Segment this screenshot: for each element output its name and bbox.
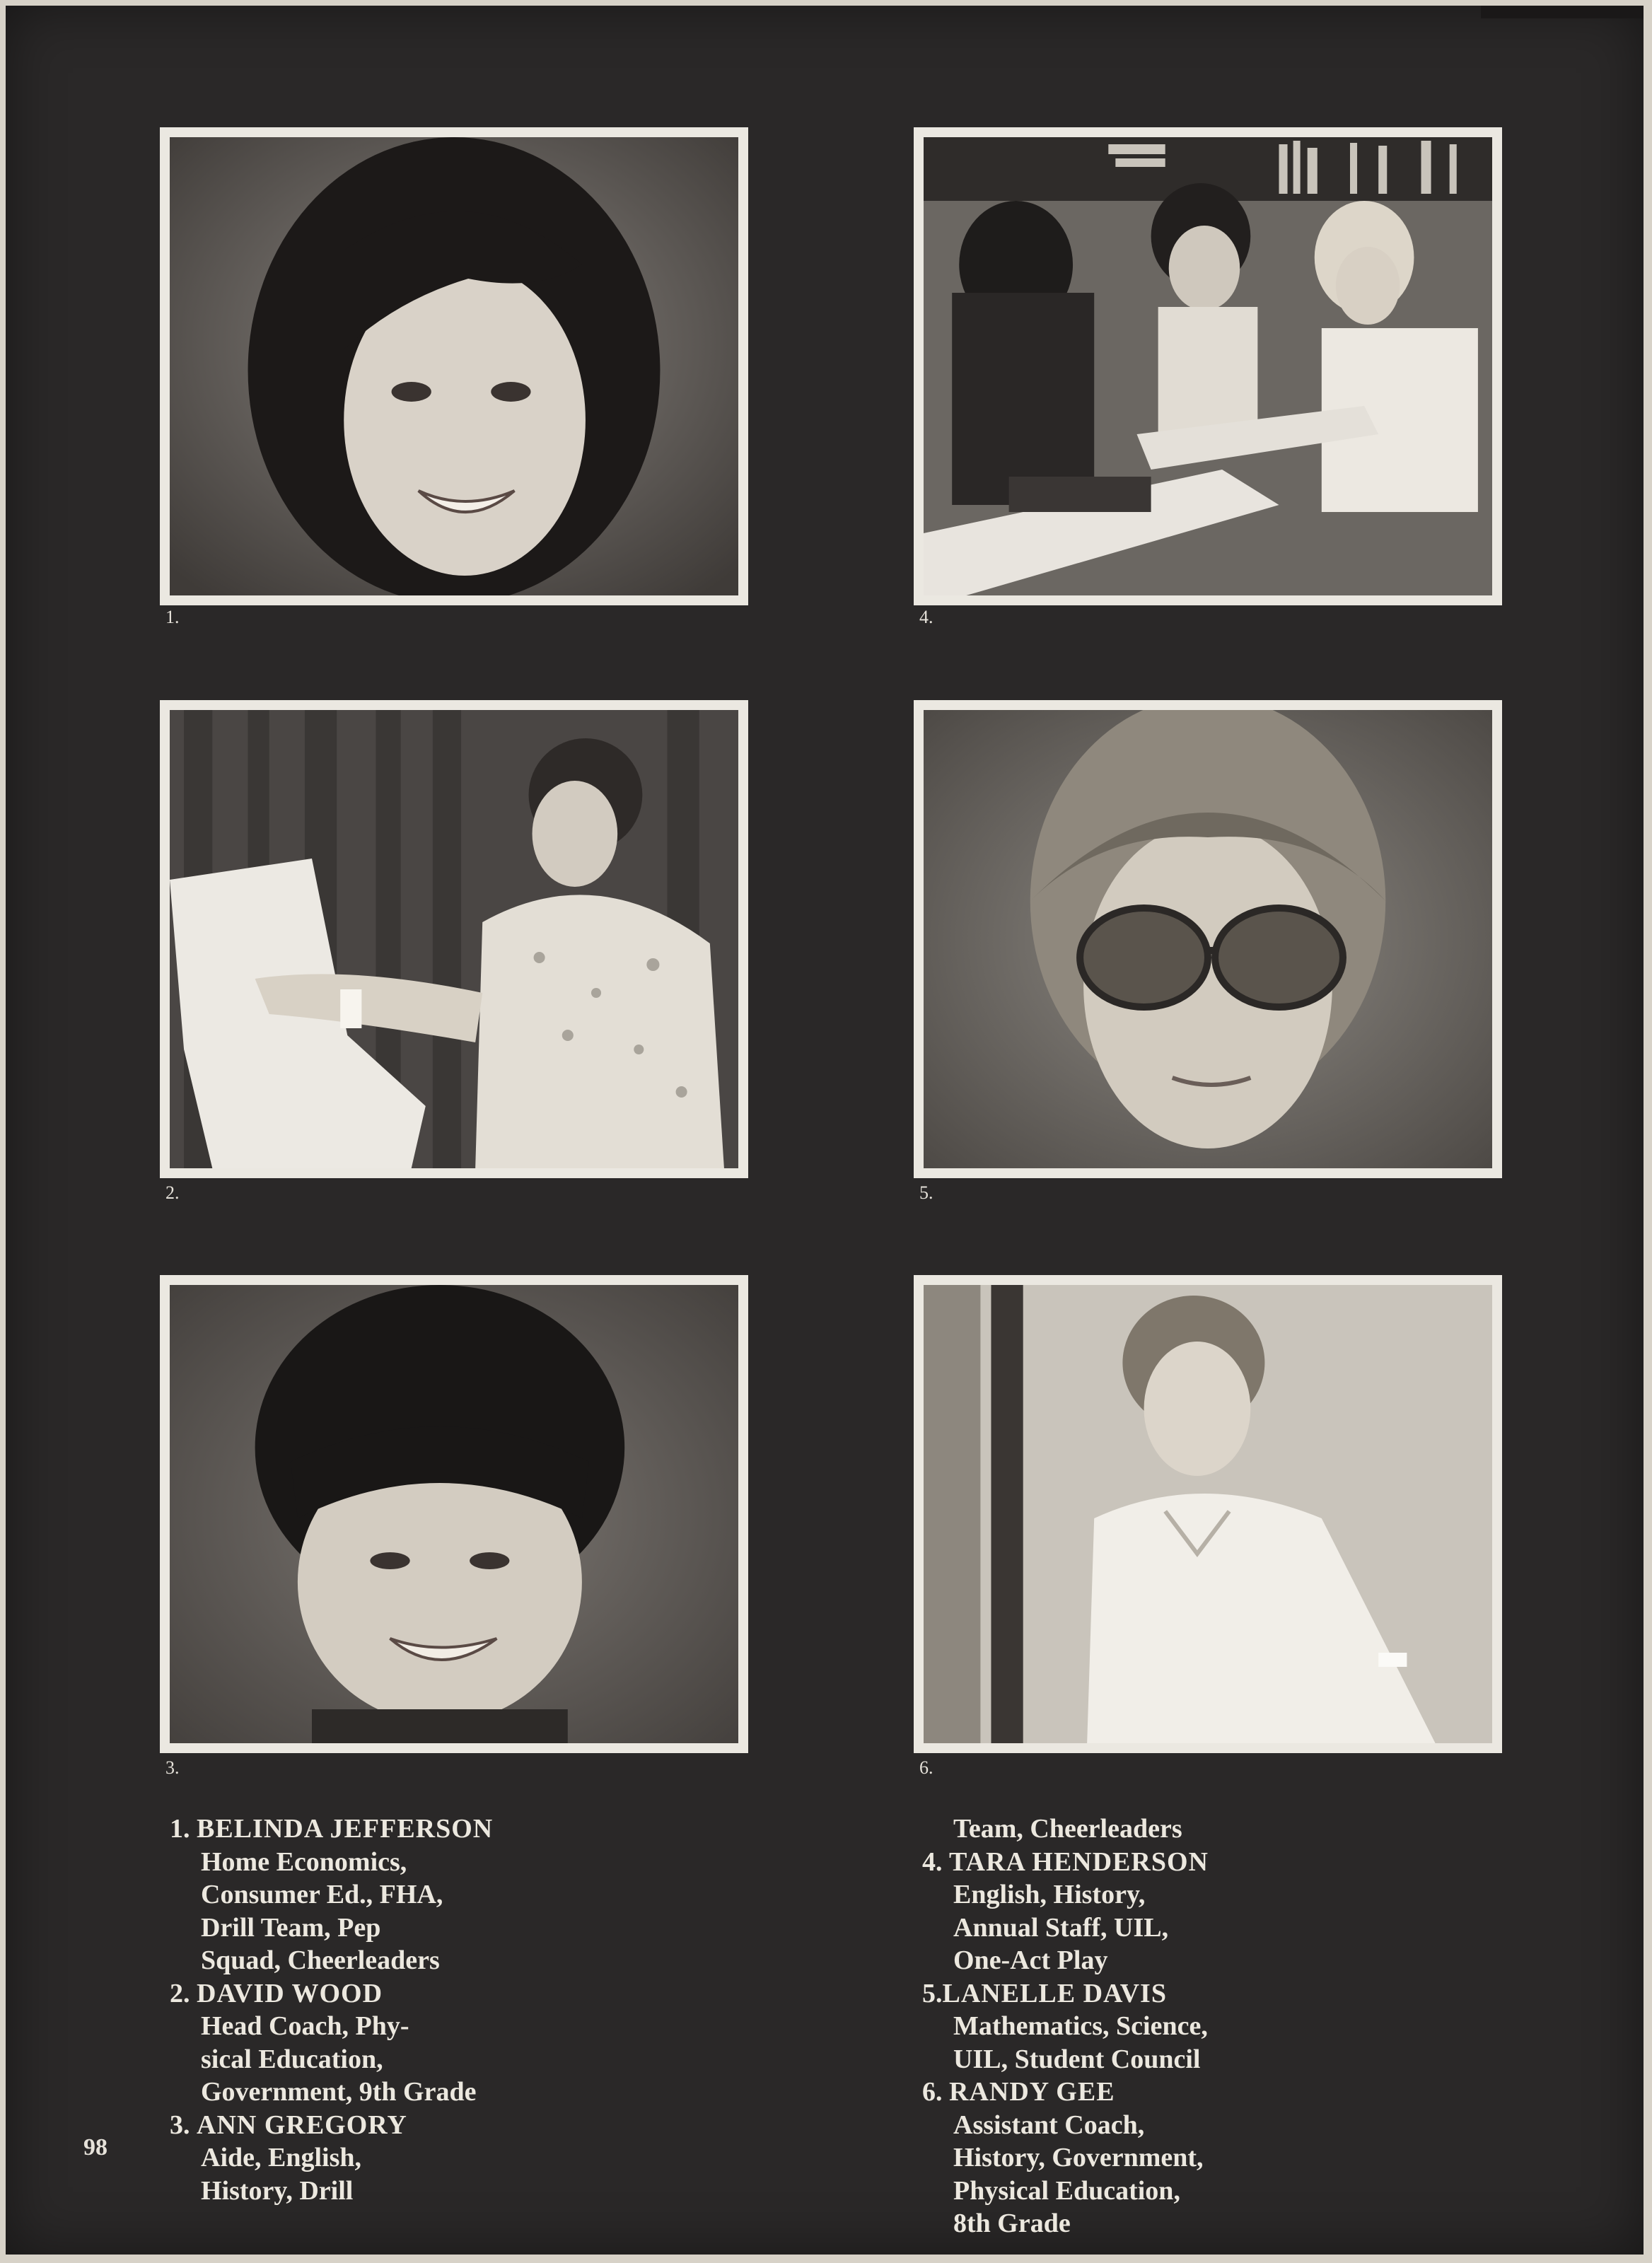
caption-entry-3-header: 3. ANN GREGORY — [170, 2110, 407, 2140]
caption-entry-6-header: 6. RANDY GEE — [922, 2077, 1115, 2107]
classroom-students-image — [924, 137, 1492, 595]
photo-number-1: 1. — [165, 607, 180, 627]
photo-3 — [160, 1275, 748, 1753]
page-edge-strip — [1481, 6, 1644, 18]
name-belinda-jefferson: BELINDA JEFFERSON — [197, 1814, 494, 1844]
caption-line: UIL, Student Council — [953, 2044, 1201, 2074]
caption-line: Annual Staff, UIL, — [953, 1912, 1169, 1943]
caption-entry-2-header: 2. DAVID WOOD — [170, 1978, 383, 2008]
photo-number-5: 5. — [919, 1182, 933, 1203]
name-david-wood: DAVID WOOD — [197, 1978, 383, 2008]
caption-entry-1-header: 1. BELINDA JEFFERSON — [170, 1814, 494, 1844]
caption-line: Physical Education, — [953, 2175, 1180, 2206]
portrait-woman-dark-hair-image — [170, 1285, 738, 1743]
name-randy-gee: RANDY GEE — [949, 2077, 1115, 2107]
caption-line: One-Act Play — [953, 1945, 1108, 1975]
caption-entry-4-header: 4. TARA HENDERSON — [922, 1846, 1209, 1877]
page-number: 98 — [83, 2134, 107, 2160]
caption-line: Consumer Ed., FHA, — [201, 1880, 443, 1909]
caption-line: English, History, — [953, 1880, 1146, 1909]
photo-number-3: 3. — [165, 1757, 180, 1778]
photo-6 — [914, 1275, 1502, 1753]
portrait-with-sunglasses-image — [924, 710, 1492, 1168]
caption-line: History, Drill — [201, 2175, 354, 2206]
name-tara-henderson: TARA HENDERSON — [949, 1846, 1209, 1877]
caption-line: 8th Grade — [953, 2209, 1071, 2238]
caption-continuation: Team, Cheerleaders — [953, 1814, 1182, 1844]
caption-line: Squad, Cheerleaders — [201, 1945, 440, 1975]
photo-1 — [160, 127, 748, 605]
caption-line: sical Education, — [201, 2044, 383, 2074]
caption-line: Drill Team, Pep — [201, 1912, 381, 1943]
photo-2 — [160, 700, 748, 1178]
caption-column-right — [922, 1813, 1209, 2240]
name-lanelle-davis: LANELLE DAVIS — [942, 1978, 1167, 2008]
yearbook-page — [6, 6, 1644, 2255]
caption-line: History, Government, — [953, 2143, 1204, 2172]
photo-5 — [914, 700, 1502, 1178]
man-reading-paper-image — [170, 710, 738, 1168]
young-man-white-shirt-image — [924, 1285, 1492, 1743]
portrait-woman-smiling-image — [170, 137, 738, 595]
photo-4 — [914, 127, 1502, 605]
caption-column-left — [170, 1813, 493, 2207]
photo-number-2: 2. — [165, 1182, 180, 1203]
name-ann-gregory: ANN GREGORY — [197, 2110, 407, 2140]
caption-line: Government, 9th Grade — [201, 2077, 477, 2107]
photo-number-6: 6. — [919, 1757, 933, 1778]
caption-entry-5-header: 5.LANELLE DAVIS — [922, 1978, 1167, 2008]
caption-line: Aide, English, — [201, 2143, 362, 2172]
caption-line: Assistant Coach, — [953, 2110, 1145, 2140]
caption-line: Home Economics, — [201, 1846, 407, 1877]
photo-number-4: 4. — [919, 607, 933, 627]
caption-line: Mathematics, Science, — [953, 2011, 1208, 2041]
caption-line: Head Coach, Phy- — [201, 2011, 409, 2041]
